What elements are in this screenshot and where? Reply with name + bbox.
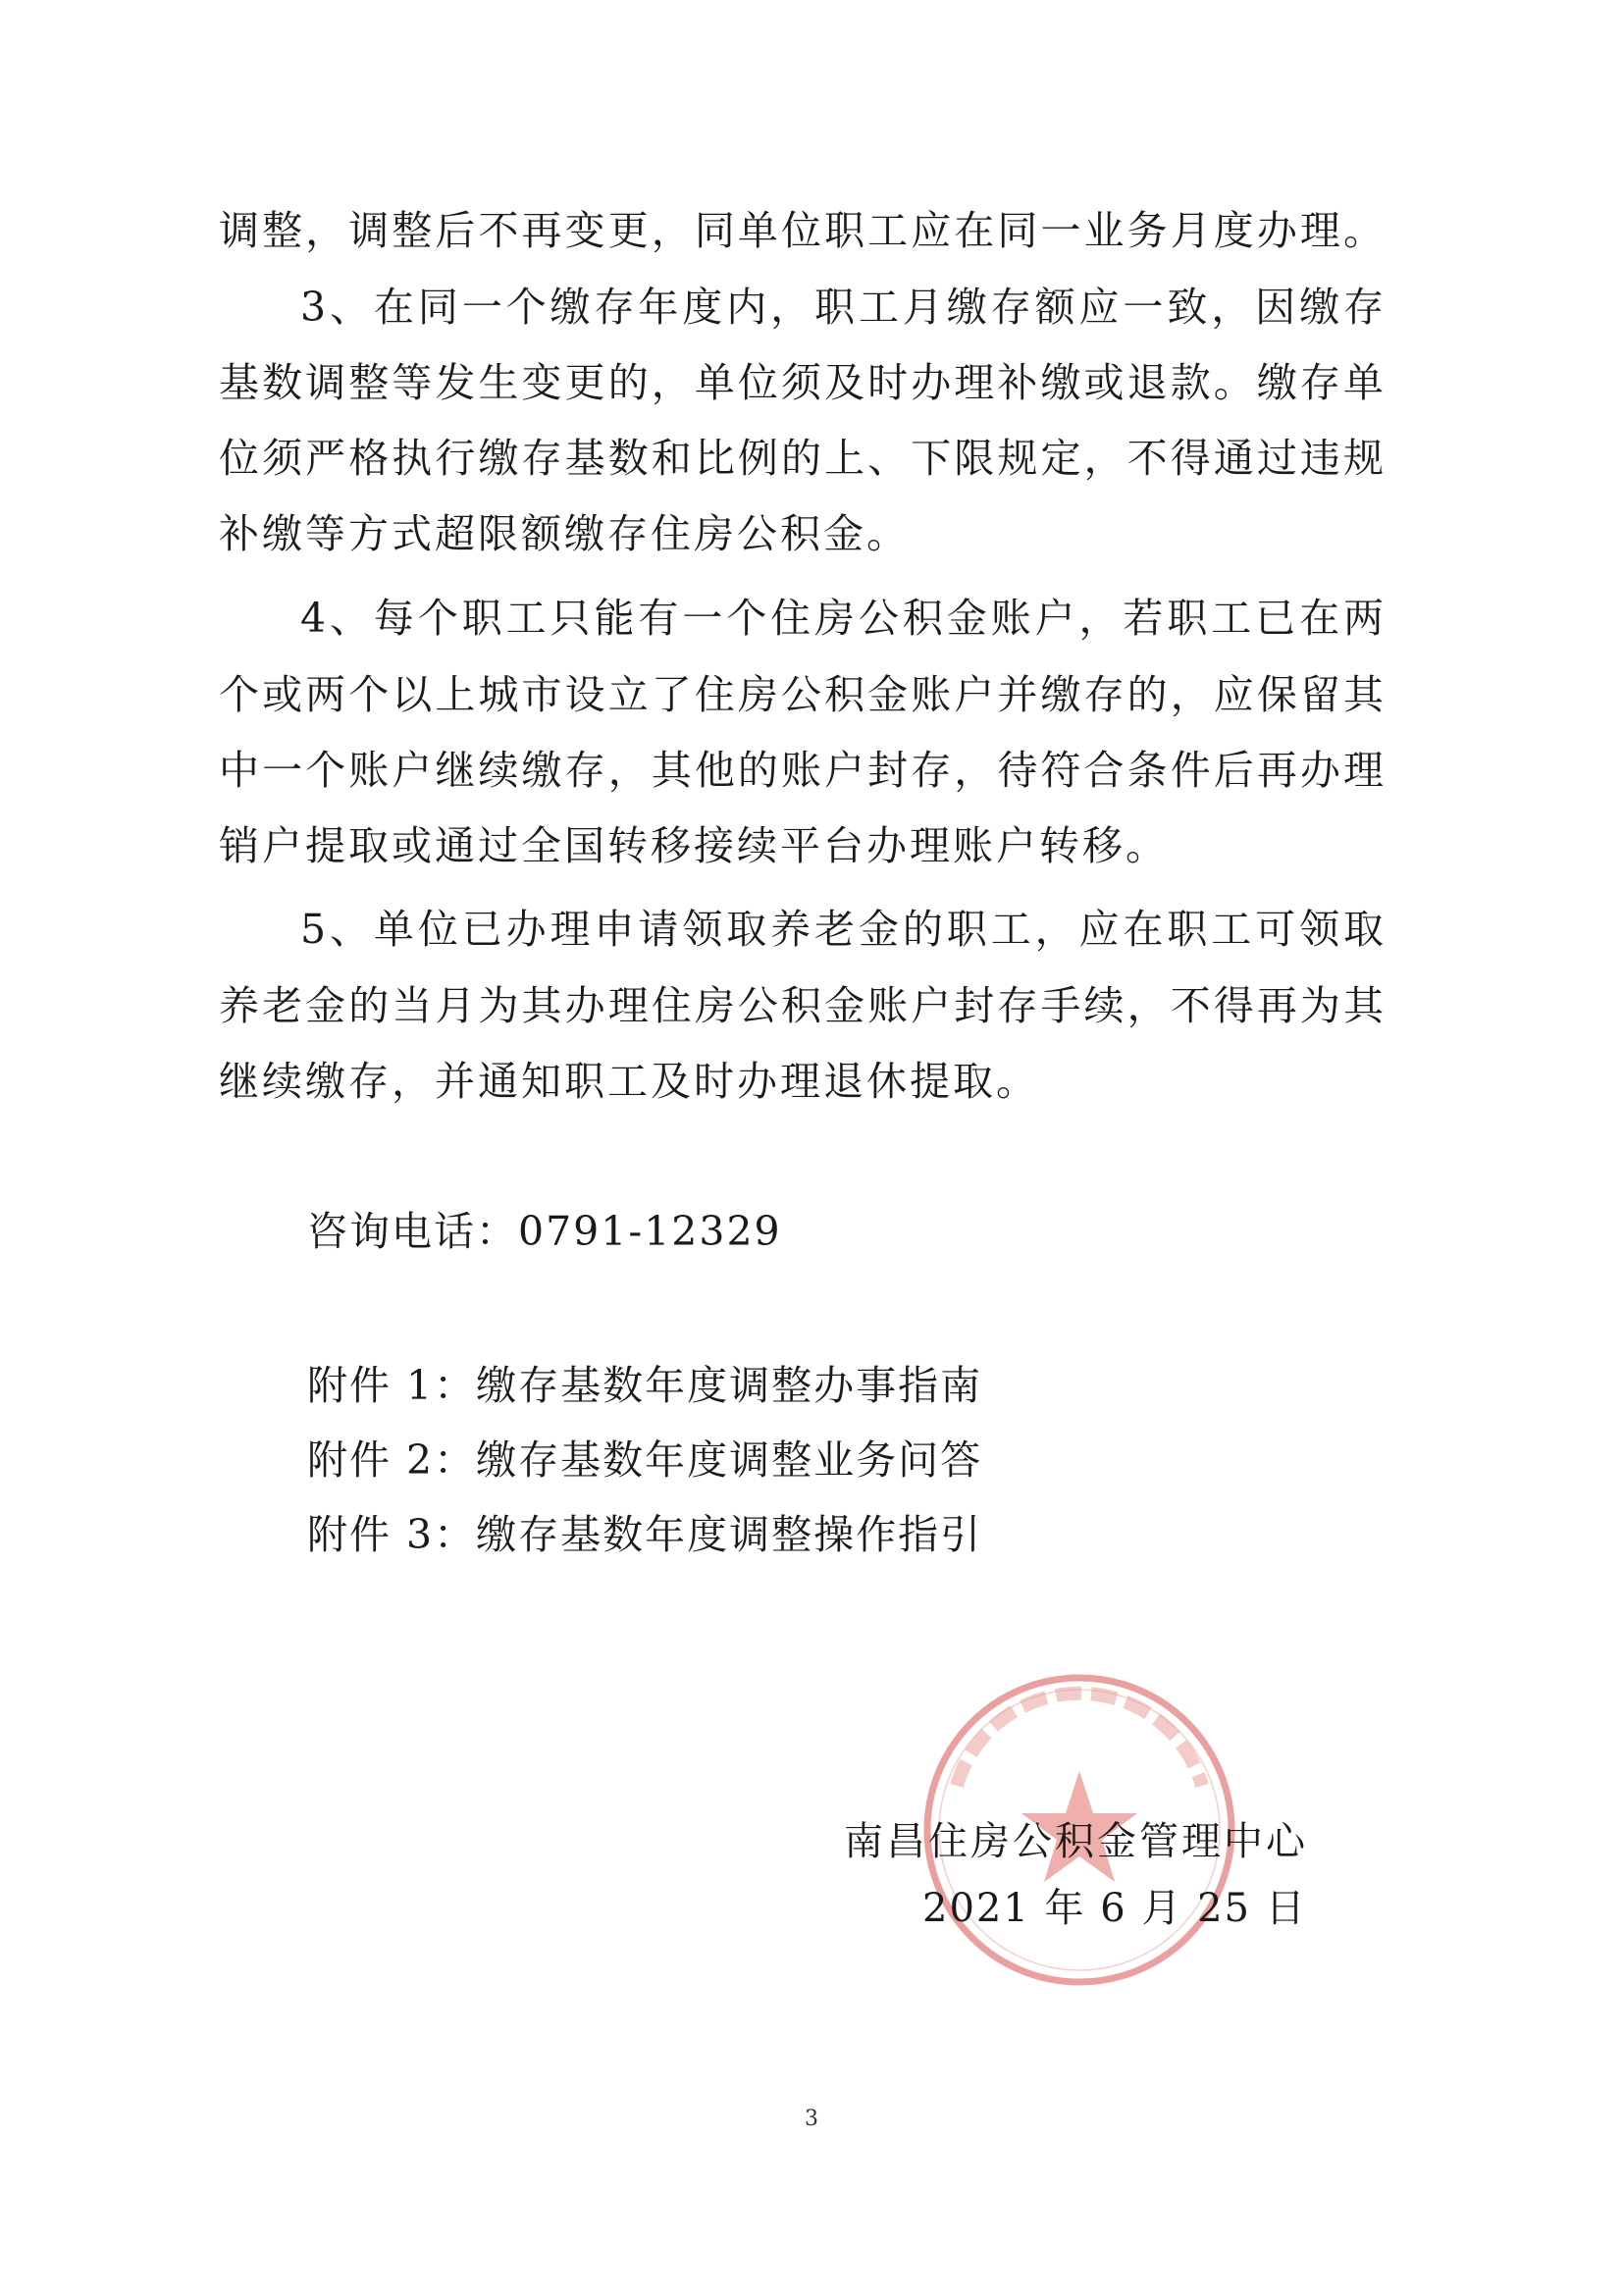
body-line: 养老金的当月为其办理住房公积金账户封存手续，不得再为其 [219, 982, 1387, 1029]
body-line: 中一个账户继续缴存，其他的账户封存，待符合条件后再办理 [219, 747, 1387, 794]
page-number: 3 [805, 2107, 818, 2131]
body-line: 4、每个职工只能有一个住房公积金账户，若职工已在两 [300, 595, 1387, 642]
body-line: 继续缴存，并通知职工及时办理退休提取。 [219, 1058, 1039, 1105]
body-line: 5、单位已办理申请领取养老金的职工，应在职工可领取 [300, 906, 1387, 953]
body-line: 销户提取或通过全国转移接续平台办理账户转移。 [219, 822, 1169, 869]
body-line: 个或两个以上城市设立了住房公积金账户并缴存的，应保留其 [219, 671, 1387, 718]
attachment-item: 附件 2：缴存基数年度调整业务问答 [307, 1436, 983, 1484]
signature-date: 2021 年 6 月 25 日 [922, 1886, 1307, 1931]
body-line: 补缴等方式超限额缴存住房公积金。 [219, 510, 910, 557]
body-line: 调整，调整后不再变更，同单位职工应在同一业务月度办理。 [219, 207, 1387, 254]
attachment-item: 附件 3：缴存基数年度调整操作指引 [307, 1511, 983, 1558]
body-line: 位须严格执行缴存基数和比例的上、下限规定，不得通过违规 [219, 435, 1387, 482]
attachment-item: 附件 1：缴存基数年度调整办事指南 [307, 1362, 983, 1409]
contact-phone: 咨询电话：0791-12329 [307, 1208, 782, 1255]
body-line: 3、在同一个缴存年度内，职工月缴存额应一致，因缴存 [300, 284, 1387, 331]
signature-organization: 南昌住房公积金管理中心 [844, 1819, 1308, 1864]
body-line: 基数调整等发生变更的，单位须及时办理补缴或退款。缴存单 [219, 359, 1387, 406]
